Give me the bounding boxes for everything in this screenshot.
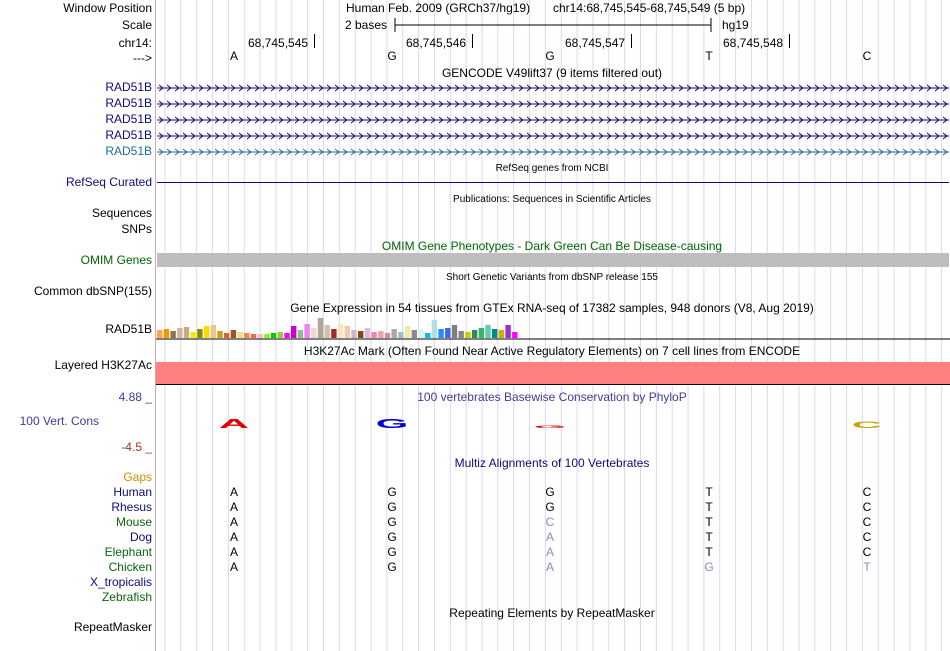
coord-tick: 68,745,545: [248, 36, 309, 50]
aligned-base: A: [229, 485, 239, 499]
gtex-tissue-bar[interactable]: [465, 332, 470, 338]
ref-base: T: [705, 49, 713, 63]
gtex-expression-bars[interactable]: [156, 316, 950, 342]
gtex-tissue-bar[interactable]: [452, 325, 457, 338]
aligned-base: T: [705, 545, 713, 559]
h3k27ac-signal[interactable]: [156, 362, 950, 384]
gtex-tissue-bar[interactable]: [177, 328, 182, 338]
refseq-track-title[interactable]: RefSeq genes from NCBI: [495, 163, 609, 174]
gtex-tissue-bar[interactable]: [264, 334, 269, 338]
phylop-min-label: -4.5 _: [121, 440, 152, 454]
aligned-base: G: [387, 485, 397, 499]
gtex-label[interactable]: RAD51B: [105, 322, 152, 336]
aligned-base: G: [387, 545, 397, 559]
species-label[interactable]: Elephant: [104, 545, 152, 559]
gtex-tissue-bar[interactable]: [251, 334, 256, 338]
gtex-tissue-bar[interactable]: [405, 326, 410, 338]
snps-label[interactable]: SNPs: [121, 222, 152, 236]
gencode-transcript-line[interactable]: [157, 82, 949, 94]
repeatmasker-label[interactable]: RepeatMasker: [73, 620, 152, 634]
refseq-label[interactable]: RefSeq Curated: [65, 175, 152, 189]
gtex-tissue-bar[interactable]: [512, 332, 517, 338]
gtex-tissue-bar[interactable]: [492, 329, 497, 338]
window-position-label: Window Position: [63, 1, 152, 15]
gencode-track-title[interactable]: GENCODE V49lift37 (9 items filtered out): [441, 66, 663, 80]
species-label[interactable]: Rhesus: [111, 500, 152, 514]
tick-mark: [472, 34, 473, 48]
gencode-transcript-label[interactable]: RAD51B: [105, 144, 152, 158]
gencode-transcript-label[interactable]: RAD51B: [105, 128, 152, 142]
aligned-base: G: [387, 515, 397, 529]
gtex-tissue-bar[interactable]: [231, 330, 236, 338]
gencode-transcript-label[interactable]: RAD51B: [105, 80, 152, 94]
aligned-base: C: [862, 515, 872, 529]
multiz-track-title[interactable]: Multiz Alignments of 100 Vertebrates: [454, 456, 650, 470]
phylop-logo[interactable]: [156, 404, 950, 444]
gtex-tissue-bar[interactable]: [284, 333, 289, 338]
aligned-base: A: [229, 500, 239, 514]
gtex-tissue-bar[interactable]: [164, 329, 169, 338]
gtex-tissue-bar[interactable]: [505, 325, 510, 338]
species-label[interactable]: X_tropicalis: [89, 575, 152, 589]
gtex-tissue-bar[interactable]: [204, 326, 209, 338]
gtex-tissue-bar[interactable]: [472, 330, 477, 338]
aligned-base: C: [862, 500, 872, 514]
coord-tick: 68,745,546: [406, 36, 467, 50]
scale-db: hg19: [722, 18, 749, 32]
gtex-tissue-bar[interactable]: [432, 320, 437, 338]
gtex-tissue-bar[interactable]: [392, 329, 397, 338]
gtex-tissue-bar[interactable]: [365, 328, 370, 338]
aligned-base: A: [229, 545, 239, 559]
gtex-tissue-bar[interactable]: [385, 333, 390, 338]
aligned-base: A: [229, 560, 239, 574]
chrom-label: chr14:: [118, 36, 152, 50]
ref-base: C: [862, 49, 872, 63]
h3k27ac-baseline: [156, 384, 950, 385]
coord-tick: 68,745,548: [723, 36, 784, 50]
aligned-base: A: [545, 545, 555, 559]
sequences-label[interactable]: Sequences: [91, 206, 152, 220]
gtex-tissue-bar[interactable]: [318, 318, 323, 338]
gtex-tissue-bar[interactable]: [325, 325, 330, 338]
aligned-base: C: [862, 545, 872, 559]
species-label[interactable]: Human: [113, 485, 152, 499]
gtex-tissue-bar[interactable]: [331, 329, 336, 338]
gtex-tissue-bar[interactable]: [345, 326, 350, 338]
gtex-tissue-bar[interactable]: [211, 325, 216, 338]
gencode-transcript-line[interactable]: [157, 114, 949, 126]
aligned-base: C: [545, 515, 555, 529]
scale-label: Scale: [121, 18, 152, 32]
gtex-tissue-bar[interactable]: [485, 325, 490, 338]
species-label[interactable]: Chicken: [108, 560, 152, 574]
gtex-tissue-bar[interactable]: [338, 324, 343, 338]
aligned-base: T: [705, 485, 713, 499]
tick-mark: [631, 34, 632, 48]
gtex-tissue-bar[interactable]: [398, 332, 403, 338]
phylop-max-label: 4.88 _: [118, 390, 152, 404]
gencode-transcript-line[interactable]: [157, 130, 949, 142]
gtex-tissue-bar[interactable]: [291, 326, 296, 338]
gtex-tissue-bar[interactable]: [258, 334, 263, 338]
gtex-tissue-bar[interactable]: [425, 333, 430, 338]
aligned-base: C: [862, 530, 872, 544]
gtex-tissue-bar[interactable]: [271, 333, 276, 338]
gtex-tissue-bar[interactable]: [358, 331, 363, 338]
assembly-title: Human Feb. 2009 (GRCh37/hg19): [346, 1, 531, 15]
gtex-tissue-bar[interactable]: [479, 328, 484, 338]
gtex-tissue-bar[interactable]: [438, 329, 443, 338]
phylop-base-letter: G: [375, 416, 409, 431]
gtex-tissue-bar[interactable]: [371, 332, 376, 338]
aligned-base: T: [705, 530, 713, 544]
aligned-base: C: [862, 485, 872, 499]
gtex-tissue-bar[interactable]: [170, 331, 175, 338]
gtex-tissue-bar[interactable]: [244, 333, 249, 338]
species-label[interactable]: Mouse: [115, 515, 152, 529]
aligned-base: G: [387, 500, 397, 514]
gencode-transcript-line[interactable]: [157, 146, 949, 158]
phylop-base-letter: A: [218, 416, 250, 431]
aligned-base: A: [229, 515, 239, 529]
gtex-tissue-bar[interactable]: [197, 329, 202, 338]
gtex-tissue-bar[interactable]: [412, 330, 417, 338]
dbsnp-label[interactable]: Common dbSNP(155): [33, 284, 152, 298]
gtex-tissue-bar[interactable]: [459, 331, 464, 338]
gtex-tissue-bar[interactable]: [237, 332, 242, 338]
gtex-tissue-bar[interactable]: [418, 329, 423, 338]
repeatmasker-track-title[interactable]: Repeating Elements by RepeatMasker: [449, 606, 655, 620]
aligned-base: A: [229, 530, 239, 544]
omim-label[interactable]: OMIM Genes: [80, 253, 152, 267]
gencode-transcript-line[interactable]: [157, 98, 949, 110]
aligned-base: A: [545, 560, 555, 574]
gtex-tissue-bar[interactable]: [224, 333, 229, 338]
tick-mark: [314, 34, 315, 48]
omim-track-title[interactable]: OMIM Gene Phenotypes - Dark Green Can Be Disease-causing: [381, 239, 723, 253]
gtex-tissue-bar[interactable]: [278, 332, 283, 338]
aligned-base: G: [545, 485, 555, 499]
h3k27ac-label[interactable]: Layered H3K27Ac: [54, 358, 152, 372]
gaps-label[interactable]: Gaps: [123, 470, 152, 484]
gtex-track-title[interactable]: Gene Expression in 54 tissues from GTEx RNA-seq of 17382 samples, 948 donors (V8, Aug 2019): [290, 301, 814, 315]
phylop-label[interactable]: 100 Vert. Cons: [19, 414, 99, 428]
tick-mark: [789, 34, 790, 48]
position-text: chr14:68,745,545-68,745,549 (5 bp): [553, 1, 746, 15]
aligned-base: A: [545, 530, 555, 544]
phylop-track-title[interactable]: 100 vertebrates Basewise Conservation by PhyloP: [417, 390, 687, 404]
ref-base: G: [545, 49, 555, 63]
aligned-base: G: [387, 530, 397, 544]
dbsnp-track-title[interactable]: Short Genetic Variants from dbSNP release 155: [446, 272, 658, 283]
gtex-tissue-bar[interactable]: [191, 332, 196, 338]
gtex-tissue-bar[interactable]: [157, 330, 162, 338]
scale-text: 2 bases: [345, 18, 388, 32]
gtex-tissue-bar[interactable]: [298, 330, 303, 338]
aligned-base: T: [705, 515, 713, 529]
gencode-transcript-label[interactable]: RAD51B: [105, 96, 152, 110]
strand-label: --->: [133, 51, 152, 65]
gtex-tissue-bar[interactable]: [217, 331, 222, 338]
gtex-tissue-bar[interactable]: [311, 328, 316, 338]
coord-tick: 68,745,547: [565, 36, 626, 50]
aligned-base: G: [387, 560, 397, 574]
species-label[interactable]: Dog: [129, 530, 152, 544]
species-label[interactable]: Zebrafish: [101, 590, 152, 604]
publications-track-title[interactable]: Publications: Sequences in Scientific Articles: [453, 194, 651, 205]
ref-base: A: [229, 49, 239, 63]
aligned-base: G: [704, 560, 714, 574]
h3k27ac-track-title[interactable]: H3K27Ac Mark (Often Found Near Active Regulatory Elements) on 7 cell lines from ENCODE: [303, 344, 801, 358]
gtex-tissue-bar[interactable]: [351, 330, 356, 338]
ref-base: G: [387, 49, 397, 63]
gtex-tissue-bar[interactable]: [445, 328, 450, 338]
phylop-base-letter: C: [851, 420, 883, 431]
gtex-tissue-bar[interactable]: [304, 324, 309, 338]
gencode-transcript-label[interactable]: RAD51B: [105, 112, 152, 126]
aligned-base: T: [705, 500, 713, 514]
omim-feature-bar[interactable]: [157, 253, 949, 267]
scale-bar: [394, 16, 714, 34]
gtex-tissue-bar[interactable]: [184, 327, 189, 338]
aligned-base: G: [545, 500, 555, 514]
gtex-tissue-bar[interactable]: [378, 331, 383, 338]
phylop-base-letter: G: [533, 424, 567, 429]
gtex-tissue-bar[interactable]: [499, 330, 504, 338]
aligned-base: T: [863, 560, 871, 574]
refseq-gene-line[interactable]: [157, 182, 949, 183]
